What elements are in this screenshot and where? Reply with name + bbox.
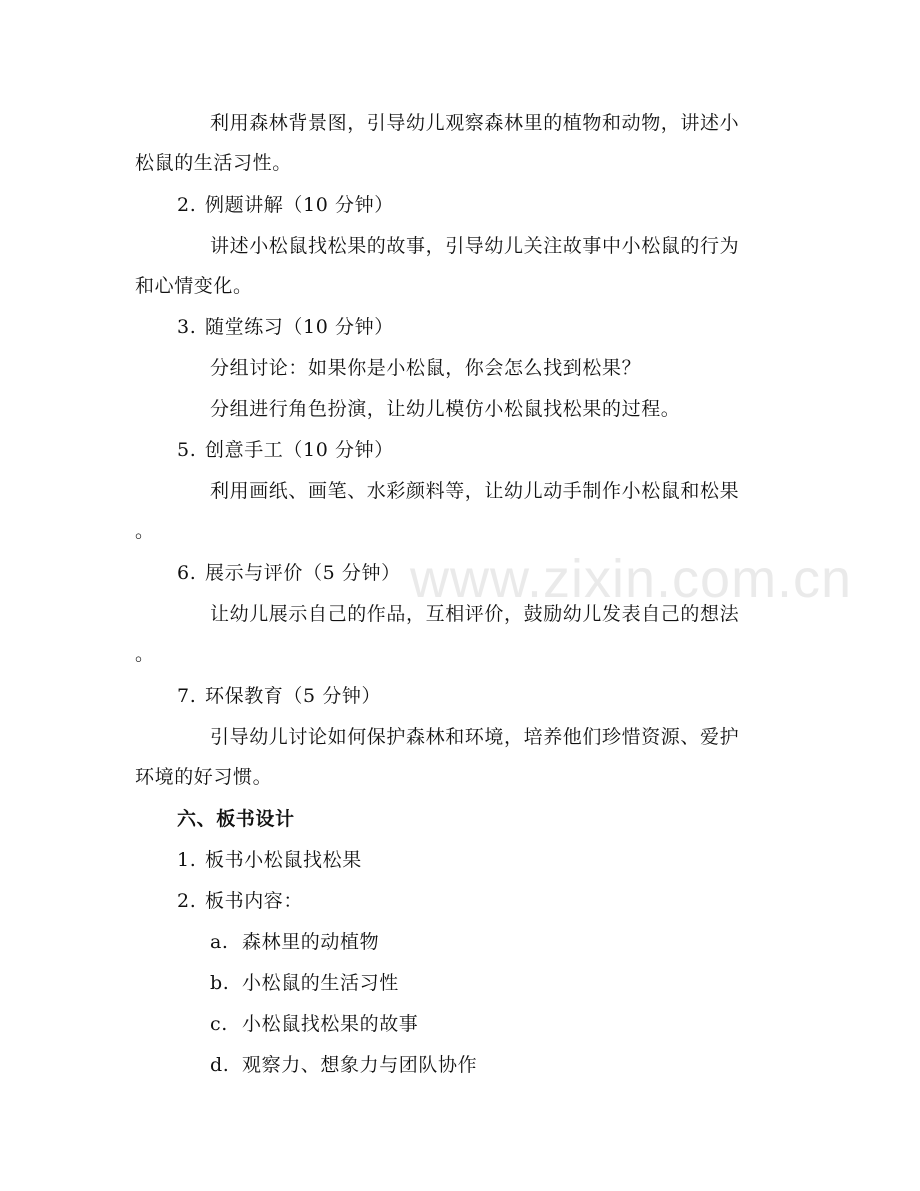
sub-item-c	[210, 1011, 418, 1037]
paragraph-line: 利用森林背景图，引导幼儿观察森林里的植物和动物，讲述小	[210, 112, 740, 134]
item-number: 7.	[177, 685, 197, 707]
item-number: 2.	[177, 194, 197, 216]
sub-item-label: c.	[210, 1013, 228, 1035]
sub-item-label: a.	[210, 931, 229, 953]
section-item-3	[177, 314, 394, 340]
sub-item-text: 观察力、想象力与团队协作	[242, 1054, 478, 1076]
sub-item-text: 森林里的动植物	[242, 931, 380, 953]
paragraph-line: 环境的好习惯。	[135, 766, 273, 788]
sub-item-label: b.	[210, 972, 230, 994]
item-number: 1.	[177, 849, 197, 871]
item-title: 例题讲解（10 分钟）	[205, 194, 394, 216]
paragraph-line: 松鼠的生活习性。	[135, 152, 292, 174]
section-item-6	[177, 560, 401, 586]
section-item-2	[177, 192, 394, 218]
item-number: 3.	[177, 316, 197, 338]
sub-item-label: d.	[210, 1054, 230, 1076]
paragraph-line: 分组进行角色扮演，让幼儿模仿小松鼠找松果的过程。	[210, 398, 681, 420]
paragraph-line: 讲述小松鼠找松果的故事，引导幼儿关注故事中小松鼠的行为	[210, 235, 740, 257]
section-item-7	[177, 683, 381, 709]
paragraph-line: 让幼儿展示自己的作品，互相评价，鼓励幼儿发表自己的想法	[210, 603, 740, 625]
paragraph-line: 和心情变化。	[135, 275, 253, 297]
item-number: 5.	[177, 439, 197, 461]
item-title: 板书内容：	[205, 890, 304, 912]
section-heading: 六、板书设计	[177, 808, 295, 830]
sub-item-text: 小松鼠找松果的故事	[242, 1013, 419, 1035]
item-title: 展示与评价（5 分钟）	[205, 562, 401, 584]
board-item-1	[177, 847, 362, 873]
paragraph-line: 。	[135, 520, 155, 542]
sub-item-text: 小松鼠的生活习性	[242, 972, 399, 994]
item-number: 2.	[177, 890, 197, 912]
board-item-2	[177, 888, 303, 914]
paragraph-line: 引导幼儿讨论如何保护森林和环境，培养他们珍惜资源、爱护	[210, 726, 740, 748]
sub-item-a	[210, 929, 379, 955]
item-title: 板书小松鼠找松果	[205, 849, 362, 871]
paragraph-line: 分组讨论：如果你是小松鼠，你会怎么找到松果？	[210, 357, 642, 379]
item-title: 随堂练习（10 分钟）	[205, 316, 394, 338]
paragraph-line: 利用画纸、画笔、水彩颜料等，让幼儿动手制作小松鼠和松果	[210, 480, 740, 502]
section-item-5	[177, 437, 394, 463]
item-title: 创意手工（10 分钟）	[205, 439, 394, 461]
item-title: 环保教育（5 分钟）	[205, 685, 382, 707]
item-number: 6.	[177, 562, 197, 584]
sub-item-d	[210, 1052, 477, 1078]
sub-item-b	[210, 970, 399, 996]
paragraph-line: 。	[135, 643, 155, 665]
watermark: www.zixin.com.cn	[410, 549, 853, 609]
